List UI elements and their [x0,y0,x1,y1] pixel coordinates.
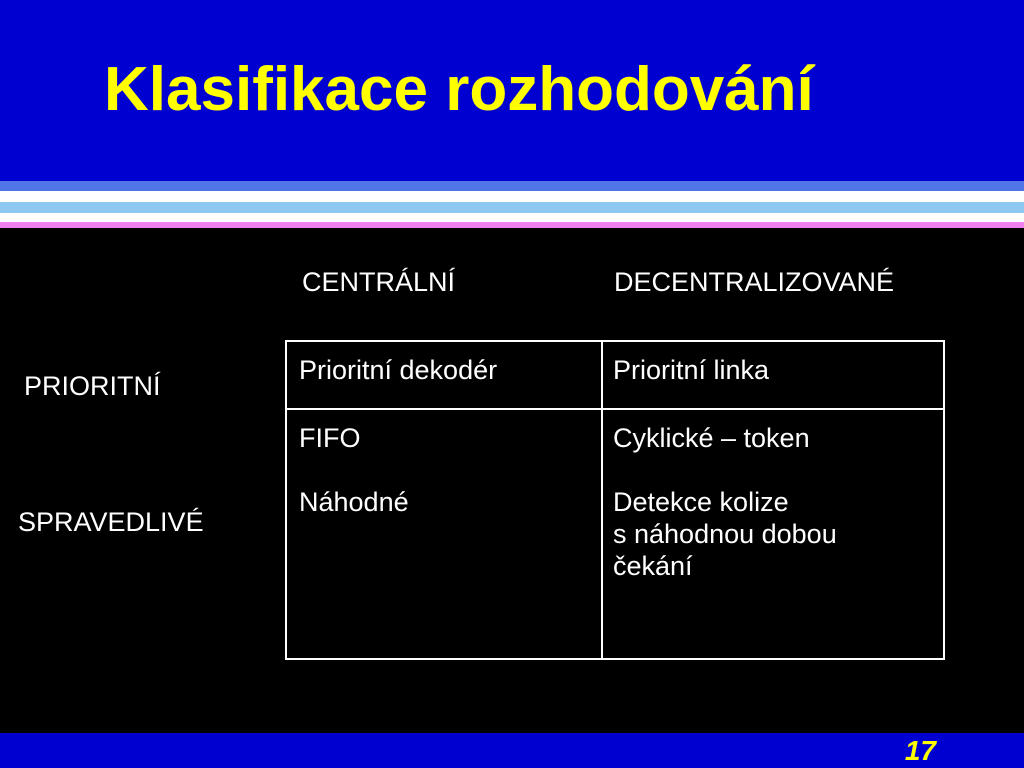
slide-footer [0,733,1024,768]
table-divider-horizontal [287,408,943,410]
slide-title: Klasifikace rozhodování [104,55,814,124]
table-cell-fair-decentral-line: čekání [613,551,693,581]
table-cell-fair-central-line: Náhodné [299,487,409,517]
row-header-priority: PRIORITNÍ [24,371,161,401]
decorative-stripe [0,222,1024,228]
classification-table [285,340,945,660]
table-cell-fair-decentral-line: Cyklické – token [613,423,810,453]
page-number: 17 [904,735,936,766]
table-cell-fair-central-line: FIFO [299,423,361,453]
decorative-stripe [0,202,1024,213]
decorative-stripe [0,181,1024,191]
slide-header [0,0,1024,181]
table-cell-priority-central: Prioritní dekodér [299,355,498,385]
table-cell-fair-decentral-line: Detekce kolize [613,487,789,517]
row-header-fair: SPRAVEDLIVÉ [18,507,204,537]
column-header-decentral: DECENTRALIZOVANÉ [614,267,895,297]
column-header-central: CENTRÁLNÍ [302,267,456,297]
decorative-stripe [0,191,1024,202]
table-cell-priority-decentral: Prioritní linka [613,355,770,385]
decorative-stripe [0,213,1024,222]
table-divider-vertical [601,342,603,658]
table-cell-fair-decentral-line: s náhodnou dobou [613,519,837,549]
